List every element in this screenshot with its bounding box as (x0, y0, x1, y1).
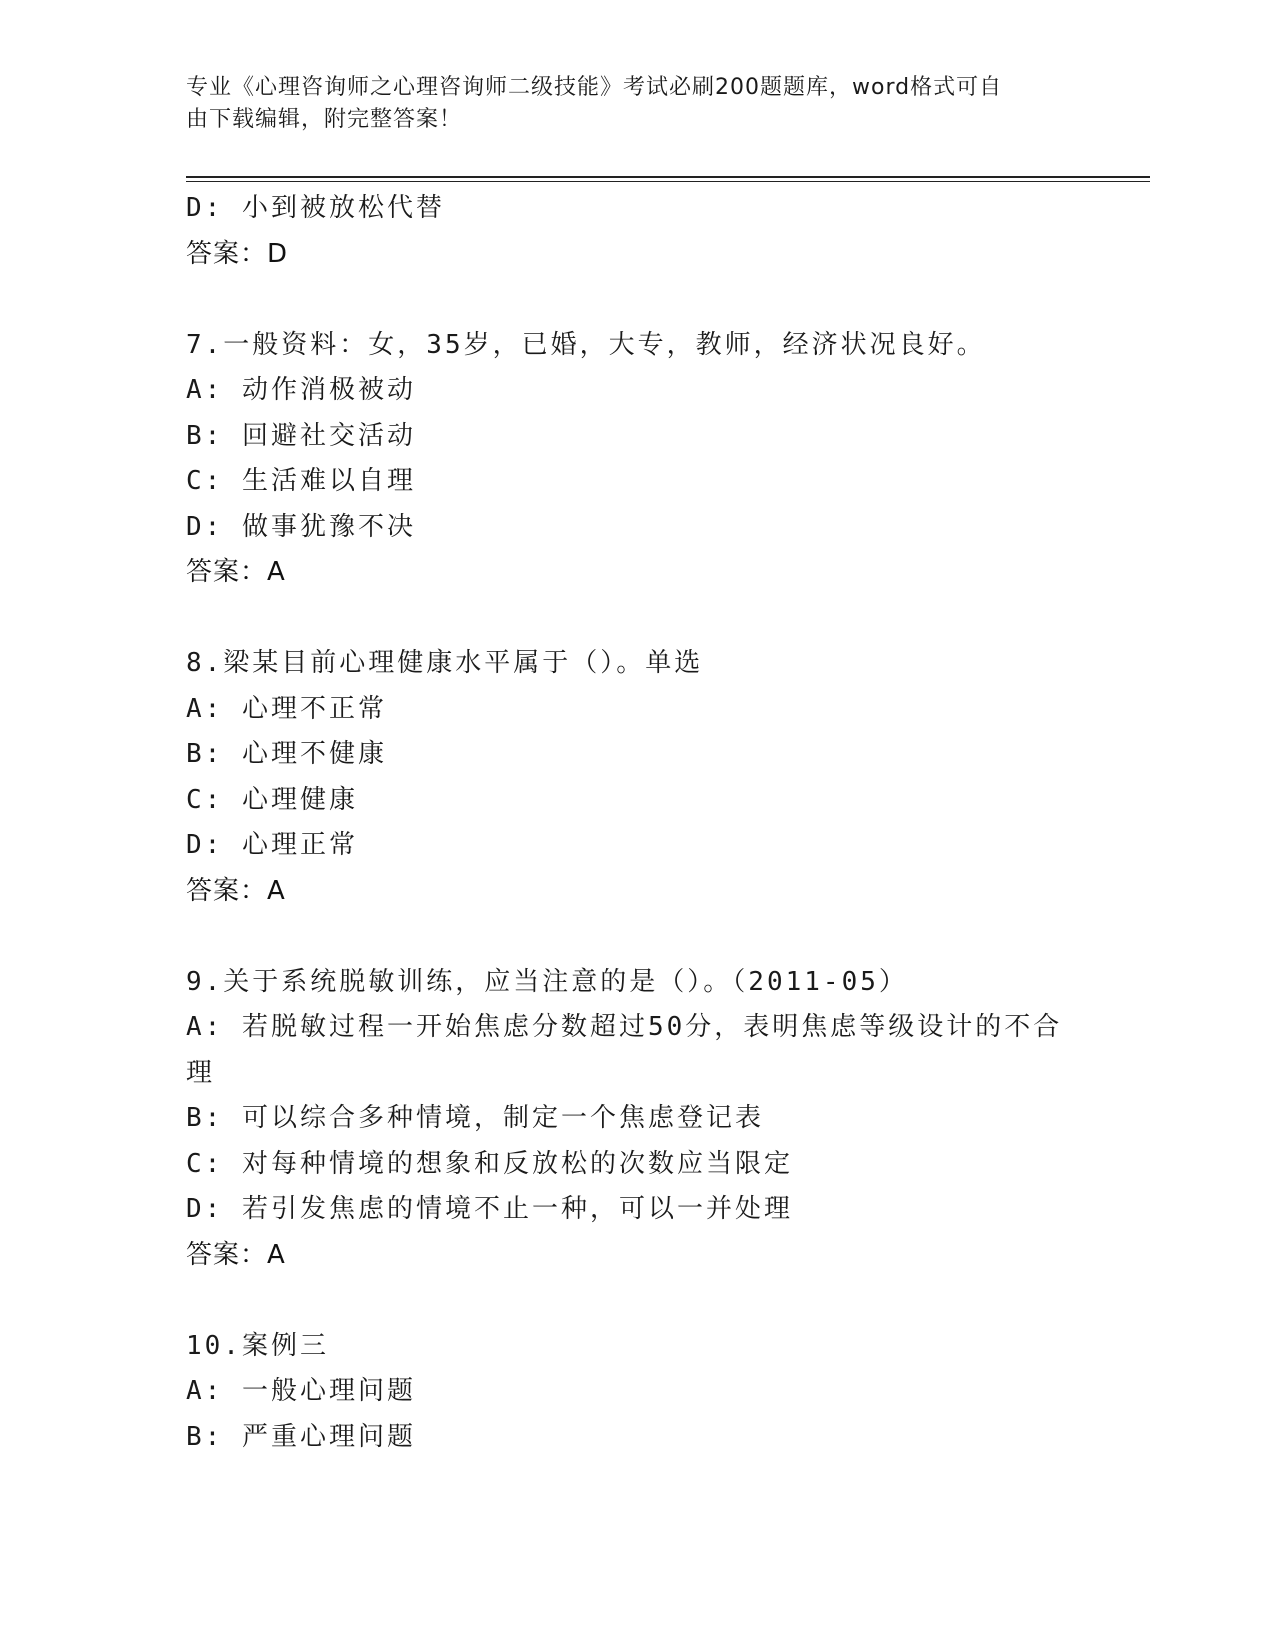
answer-line: 答案：A (186, 557, 286, 587)
question-list (186, 186, 1086, 1460)
option-d: D: 小到被放松代替 (186, 193, 445, 223)
answer-line: 答案：D (186, 238, 289, 269)
option-d: D: 心理正常 (186, 830, 358, 860)
question-block-10 (186, 1324, 1086, 1461)
question-block-8 (186, 641, 1086, 914)
option-b: B: 严重心理问题 (186, 1421, 416, 1452)
question-block-6 (186, 186, 1086, 277)
question-stem: 10.案例三 (186, 1330, 329, 1361)
spacer (186, 914, 1086, 960)
option-a: A: 若脱敏过程一开始焦虑分数超过50分，表明焦虑等级设计的不合 (186, 1012, 1063, 1042)
spacer (186, 277, 1086, 323)
header-line-1: 专业《心理咨询师之心理咨询师二级技能》考试必刷200题题库，word格式可自 (186, 75, 1003, 100)
answer-line: 答案：A (186, 875, 286, 906)
answer-line: 答案：A (186, 1239, 286, 1270)
option-d: D: 做事犹豫不决 (186, 511, 416, 542)
option-b: B: 可以综合多种情境，制定一个焦虑登记表 (186, 1103, 764, 1133)
option-c: C: 对每种情境的想象和反放松的次数应当限定 (186, 1148, 793, 1179)
header-divider (186, 176, 1150, 178)
option-a: A: 一般心理问题 (186, 1376, 416, 1406)
option-d: D: 若引发焦虑的情境不止一种，可以一并处理 (186, 1194, 793, 1224)
question-block-7 (186, 323, 1086, 596)
question-stem: 8.梁某目前心理健康水平属于（）。单选 (186, 648, 704, 678)
option-b: B: 心理不健康 (186, 739, 387, 769)
question-stem: 7.一般资料：女，35岁，已婚，大专，教师，经济状况良好。 (186, 329, 986, 360)
spacer (186, 596, 1086, 642)
header-line-2: 由下载编辑，附完整答案！ (186, 107, 463, 132)
option-a: A: 动作消极被动 (186, 375, 416, 405)
header-divider-thin (186, 181, 1150, 182)
option-b: B: 回避社交活动 (186, 420, 416, 451)
question-block-9 (186, 960, 1086, 1279)
option-c: C: 心理健康 (186, 784, 358, 815)
option-c: C: 生活难以自理 (186, 466, 416, 496)
option-a-continued: 理 (186, 1057, 216, 1088)
page-header (186, 72, 1066, 136)
option-a: A: 心理不正常 (186, 693, 387, 724)
question-stem: 9.关于系统脱敏训练，应当注意的是（）。（2011-05） (186, 966, 908, 997)
spacer (186, 1278, 1086, 1324)
